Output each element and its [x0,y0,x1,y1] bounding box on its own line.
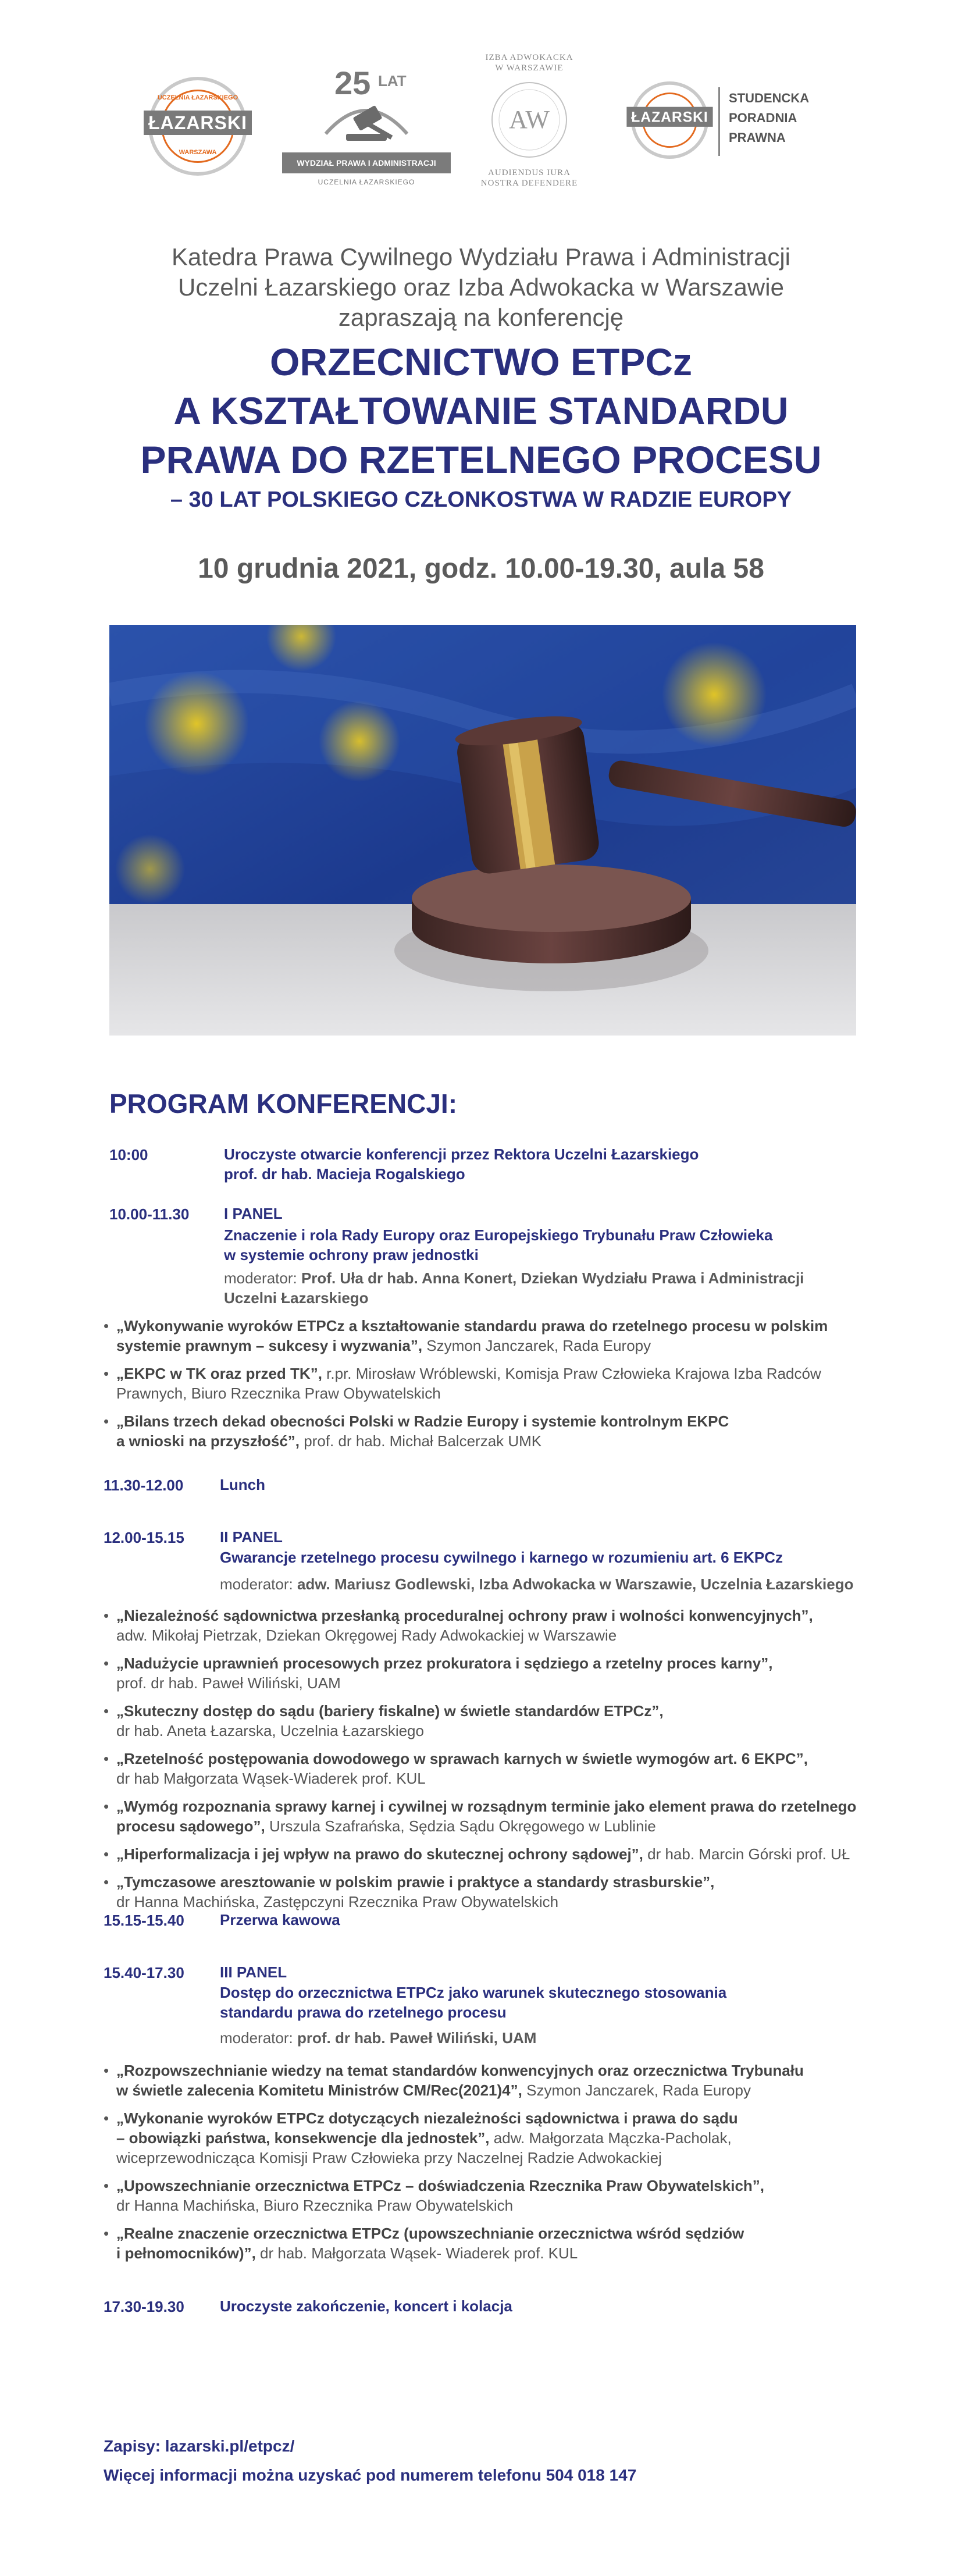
spp-name: STUDENCKA PORADNIA PRAWNA [729,91,810,145]
moderator-name: Prof. Uła dr hab. Anna Konert, Dziekan Wydziału Prawa i Administracji Uczelni Łazarskiego [224,1269,804,1307]
panel2-time: 12.00-15.15 [104,1529,184,1546]
lunch-text: Lunch [220,1476,265,1493]
moderator-label: moderator: [220,1575,297,1593]
spp-lazarski-text: ŁAZARSKI [626,107,712,127]
list-item: • „Skuteczny dostęp do sądu (bariery fiskalne) w świetle standardów ETPCz”, dr hab. Aneta Łazarska, Uczelnia Łazarskiego [104,1701,871,1741]
lazarski-logo [148,77,247,176]
list-item: • „Wymóg rozpoznania sprawy karnej i cywilnej w rozsądnym terminie jako element prawa do rzetelnego procesu sądowego”, Urszula Szafrańska, Sędzia Sądu Okręgowego w Lublinie [104,1796,871,1836]
break-time: 15.15-15.40 [104,1912,184,1929]
list-item: • „Rzetelność postępowania dowodowego w sprawach karnych w świetle wymogów art. 6 EKPC”, dr hab Małgorzata Wąsek-Wiaderek prof. KUL [104,1749,871,1788]
list-item: • „Nadużycie uprawnień procesowych przez prokuratora i sędziego a rzetelny proces karny”, prof. dr hab. Paweł Wiliński, UAM [104,1653,871,1693]
moderator-name: adw. Mariusz Godlewski, Izba Adwokacka w Warszawie, Uczelnia Łazarskiego [297,1575,854,1593]
panel1-topic: Znaczenie i rola Rady Europy oraz Europejskiego Trybunału Praw Człowieka w systemie ochrony praw jednostki [224,1226,773,1264]
closing-text: Uroczyste zakończenie, koncert i kolacja [220,2297,512,2315]
gavel-photo-illustration [109,625,856,1036]
list-item: • „Realne znaczenie orzecznictwa ETPCz (upowszechnianie orzecznictwa wśród sędziów i pełnomocników)”, dr hab. Małgorzata Wąsek- Wiaderek prof. KUL [104,2223,871,2263]
panel2-moderator [220,1574,854,1594]
panel3-moderator [220,2028,536,2048]
izba-adwokacka-logo [477,52,582,204]
registration-link[interactable]: Zapisy: lazarski.pl/etpcz/ [104,2437,295,2455]
list-item: • „Wykonywanie wyroków ETPCz a kształtowanie standardu prawa do rzetelnego procesu w polskim systemie prawnym – sukcesy i wyzwania”, Szymon Janczarek, Rada Europy [104,1316,871,1355]
panel1-moderator [224,1268,804,1308]
panel1-time: 10.00-11.30 [109,1205,190,1223]
list-item: • „EKPC w TK oraz przed TK”, r.pr. Mirosław Wróblewski, Komisja Praw Człowieka Krajowa Izba Radców Prawnych, Biuro Rzecznika Praw Obywatelskich [104,1364,871,1403]
izba-seal-icon [489,79,570,161]
conference-subtitle: – 30 LAT POLSKIEGO CZŁONKOSTWA W RADZIE EUROPY [170,488,792,512]
panel2-talks [104,1606,871,1920]
gavel-icon [314,87,419,151]
list-item: • „Bilans trzech dekad obecności Polski w Radzie Europy i systemie kontrolnym EKPC a wnioski na przyszłość”, prof. dr hab. Michał Balcerzak UMK [104,1411,871,1451]
gavel-eu-flag-photo [109,625,856,1036]
program-title: PROGRAM KONFERENCJI: [109,1088,458,1119]
logo-row [0,41,962,215]
conference-date: 10 grudnia 2021, godz. 10.00-19.30, aula 58 [198,553,764,584]
opening-time: 10:00 [109,1146,148,1164]
list-item: • „Tymczasowe aresztowanie w polskim prawie i praktyce a standardy strasburskie”, dr Hanna Machińska, Zastępczyni Rzecznika Praw Obywatelskich [104,1872,871,1912]
list-item: • „Wykonanie wyroków ETPCz dotyczących niezależności sądownictwa i prawa do sądu – obowiązki państwa, konsekwencje dla jednostek”, adw. Małgorzata Mączka-Pacholak, wiceprzewodnicząca Komisji Praw Człowieka przy Naczelnej Radzie Adwokackiej [104,2108,871,2168]
wpia-logo [279,64,454,186]
lazarski-ring-bottom: WARSZAWA [179,149,217,156]
panel3-talks [104,2061,871,2271]
moderator-name: prof. dr hab. Paweł Wiliński, UAM [297,2029,537,2047]
panel3-label: III PANEL [220,1963,287,1981]
panel2-label: II PANEL [220,1528,283,1546]
contact-info: Więcej informacji można uzyskać pod numerem telefonu 504 018 147 [104,2466,637,2484]
list-item: • „Upowszechnianie orzecznictwa ETPCz – doświadczenia Rzecznika Praw Obywatelskich”, dr Hanna Machińska, Biuro Rzecznika Praw Obywatelskich [104,2176,871,2215]
opening-text: Uroczyste otwarcie konferencji przez Rektora Uczelni Łazarskiego prof. dr hab. Macieja Rogalskiego [224,1145,699,1183]
moderator-label: moderator: [224,1269,301,1287]
list-item: • „Hiperformalizacja i jej wpływ na prawo do skutecznej ochrony sądowej”, dr hab. Marcin Górski prof. UŁ [104,1844,871,1864]
izba-bottom-text: AUDIENDUS IURA NOSTRA DEFENDERE [480,168,578,188]
list-item: • „Rozpowszechnianie wiedzy na temat standardów konwencyjnych oraz orzecznictwa Trybunału w świetle zalecenia Komitetu Ministrów CM/Rec(2021)4”, Szymon Janczarek, Rada Europy [104,2061,871,2100]
panel3-topic: Dostęp do orzecznictwa ETPCz jako warunek skutecznego stosowania standardu prawa do rzetelnego procesu [220,1984,727,2021]
svg-text:AW: AW [509,105,550,134]
wpia-years: 25 [334,65,371,101]
lunch-time: 11.30-12.00 [104,1476,184,1494]
lazarski-ring-top: UCZELNIA ŁAZARSKIEGO [157,94,238,101]
conference-title: ORZECNICTWO ETPCz A KSZTAŁTOWANIE STANDARDU PRAWA DO RZETELNEGO PROCESU [140,340,822,481]
list-item: • „Niezależność sądownictwa przesłanką proceduralnej ochrony praw i wolności konwencyjnych”, adw. Mikołaj Pietrzak, Dziekan Okręgowej Rady Adwokackiej w Warszawie [104,1606,871,1645]
wpia-lat: LAT [378,72,407,90]
panel3-time: 15.40-17.30 [104,1964,184,1981]
break-text: Przerwa kawowa [220,1911,340,1929]
izba-top-text: IZBA ADWOKACKA W WARSZAWIE [485,53,573,73]
wpia-name: WYDZIAŁ PRAWA I ADMINISTRACJI [282,152,451,173]
footer [104,2432,636,2490]
wpia-caption: UCZELNIA ŁAZARSKIEGO [318,178,415,186]
closing-time: 17.30-19.30 [104,2298,184,2315]
lazarski-logo-text: ŁAZARSKI [144,111,252,135]
panel1-label: I PANEL [224,1205,283,1222]
panel1-talks [104,1316,871,1459]
moderator-label: moderator: [220,2029,297,2047]
spp-logo [631,81,823,180]
panel2-topic: Gwarancje rzetelnego procesu cywilnego i karnego w rozumieniu art. 6 EKPCz [220,1549,783,1566]
intro-text: Katedra Prawa Cywilnego Wydziału Prawa i Administracji Uczelni Łazarskiego oraz Izba Adwokacka w Warszawie zapraszają na konferencję [171,243,791,331]
